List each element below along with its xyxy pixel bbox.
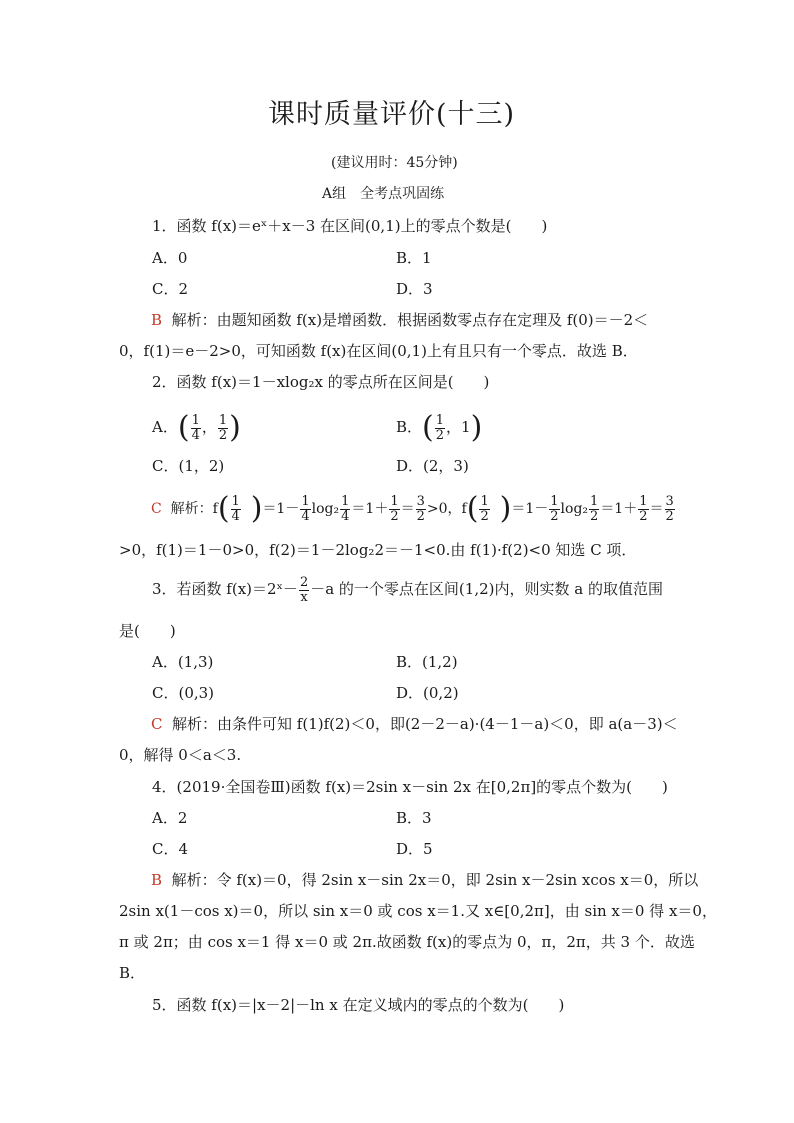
q5-stem: 5．函数 f(x)＝|x－2|－ln x 在定义域内的零点的个数为( ) — [152, 996, 565, 1014]
q4-option-d: D．5 — [396, 840, 433, 858]
q4-option-a: A．2 — [152, 809, 188, 827]
q2-option-d: D．(2，3) — [396, 457, 469, 475]
q1-solution-line1 — [151, 310, 648, 330]
q3-solution-line1: C 解析：由条件可知 f(1)f(2)＜0，即(2－2－a)·(4－1－a)＜0，即 a(a－3)＜ — [151, 715, 678, 733]
q3-stem-line1: 3．若函数 f(x)＝2ˣ－ $\frac{2}{x}$ －a 的一个零点在区间(1,2)内，则实数 a 的取值范围 — [152, 574, 663, 605]
q2-stem: 2．函数 f(x)＝1－xlog₂x 的零点所在区间是( ) — [152, 373, 490, 391]
q1-option-a: A．0 — [152, 249, 188, 267]
q2-answer: C — [151, 501, 162, 517]
q1-solution-line2: 0，f(1)＝e－2>0，可知函数 f(x)在区间(0,1)上有且只有一个零点．故选 B． — [119, 342, 638, 360]
q3-option-c: C．(0,3) — [152, 684, 215, 702]
q4-stem: 4．(2019·全国卷Ⅲ)函数 f(x)＝2sin x－sin 2x 在[0,2π]的零点个数为( ) — [152, 778, 668, 796]
q3-answer: C — [151, 715, 163, 733]
q1-stem: 1．函数 f(x)＝eˣ＋x－3 在区间(0,1)上的零点个数是( ) — [152, 217, 548, 235]
q4-solution-line2: 2sin x(1－cos x)＝0，所以 sin x＝0 或 cos x＝1.又 x∈[0,2π]，由 sin x＝0 得 x＝0， — [119, 902, 717, 920]
q2-solution-line2: >0，f(1)＝1－0>0，f(2)＝1－2log₂2＝－1<0.由 f(1)·f(2)<0 知选 C 项． — [119, 541, 637, 559]
q1-option-d: D．3 — [396, 280, 433, 298]
q3-solution-line2: 0，解得 0＜a＜3. — [119, 746, 242, 764]
q4-solution-line1: B 解析：令 f(x)＝0，得 2sin x－sin 2x＝0，即 2sin x－2sin xcos x＝0，所以 — [151, 871, 699, 889]
q3-option-a: A．(1,3) — [152, 653, 214, 671]
q4-solution-line4: B． — [119, 964, 146, 982]
page-title: 课时质量评价(十三) — [268, 99, 516, 130]
q4-option-b: B．3 — [396, 809, 432, 827]
q1-explanation-1: 解析：由题知函数 f(x)是增函数．根据函数零点存在定理及 f(0)＝－2＜ — [171, 311, 649, 329]
q2-solution-line1: C 解析：f( $\frac{1}{4}$ )＝1－ $\frac{1}{4}$ log₂ $\frac{1}{4}$ ＝1＋ $\frac{1}{2}$ ＝ $\frac{3}{2}$ >0，f( $\frac{1}{2}$ )＝1－ $\frac{1}{2}$ log₂ $\frac{1}{2}$ ＝1＋ $\frac{1}{2}$ ＝ $\frac{3}{2}$ — [151, 491, 674, 526]
q1-option-b: B．1 — [396, 249, 432, 267]
q2-option-c: C．(1，2) — [152, 457, 225, 475]
group-heading: A组 全考点巩固练 — [322, 186, 445, 202]
q3-option-d: D．(0,2) — [396, 684, 459, 702]
q4-option-c: C．4 — [152, 840, 189, 858]
q4-answer: B — [151, 871, 163, 889]
q1-option-c: C．2 — [152, 280, 189, 298]
q4-solution-line3: π 或 2π；由 cos x＝1 得 x＝0 或 2π.故函数 f(x)的零点为 0，π，2π，共 3 个．故选 — [119, 933, 695, 951]
time-note: (建议用时：45分钟) — [331, 155, 458, 171]
q2-option-a: A．( $\frac{1}{4}$ ， $\frac{1}{2}$ ) — [152, 410, 241, 445]
q3-stem-line2: 是( ) — [119, 622, 176, 640]
q1-answer: B — [151, 311, 163, 329]
q3-option-b: B．(1,2) — [396, 653, 458, 671]
q2-option-b: B．( $\frac{1}{2}$ ，1) — [396, 410, 483, 445]
